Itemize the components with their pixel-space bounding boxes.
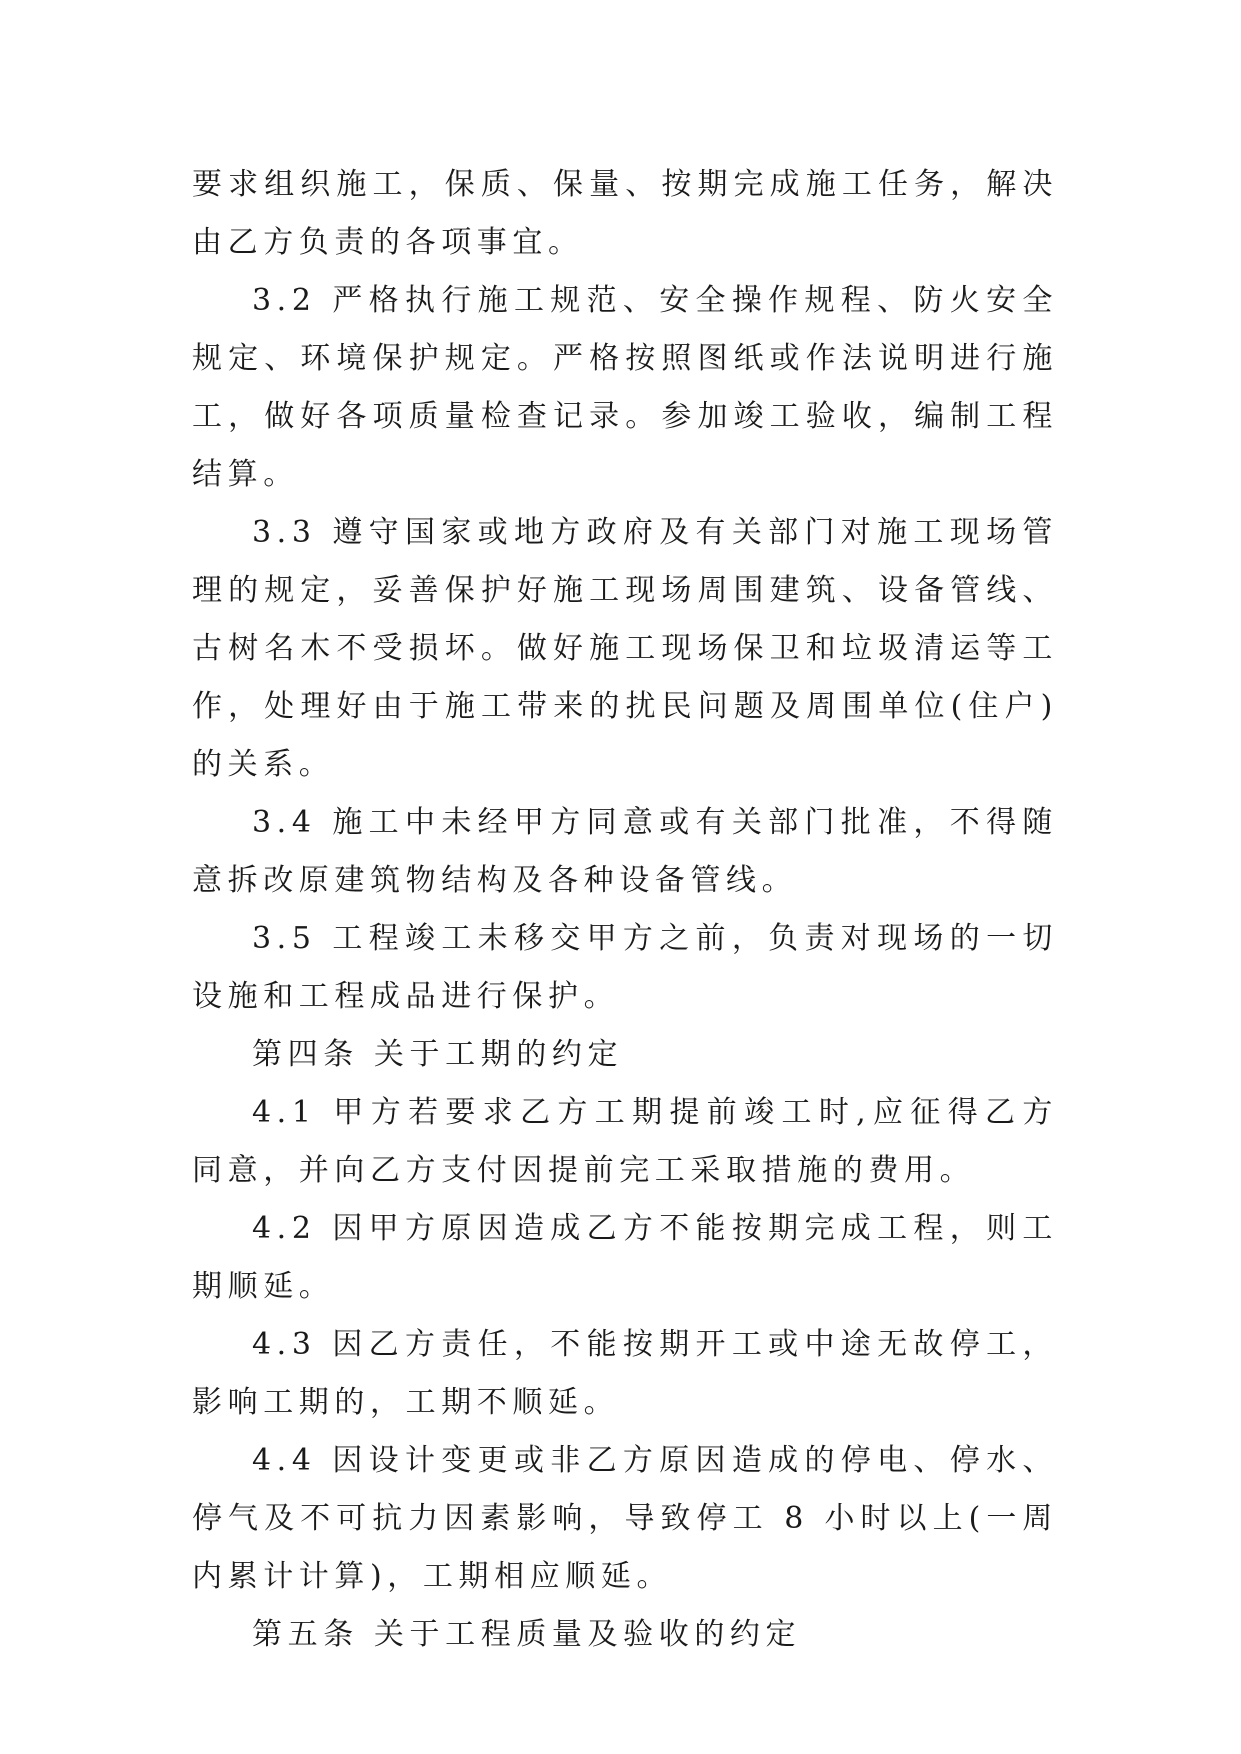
section-heading-article-4: 第四条 关于工期的约定 [252,1037,624,1072]
section-heading-article-5: 第五条 关于工程质量及验收的约定 [252,1617,802,1652]
paragraph-4-2: 4.2 因甲方原因造成乙方不能按期完成工程，则工期顺延。 [192,1211,1058,1304]
paragraph-3-3: 3.3 遵守国家或地方政府及有关部门对施工现场管理的规定，妥善保护好施工现场周围建筑、设备管线、古树名木不受损坏。做好施工现场保卫和垃圾清运等工作，处理好由于施工带来的扰民问题及周围单位(住户)的关系。 [192,515,1058,782]
paragraph-4-4: 4.4 因设计变更或非乙方原因造成的停电、停水、停气及不可抗力因素影响，导致停工 8 小时以上(一周内累计计算)，工期相应顺延。 [192,1443,1058,1594]
document-body [192,156,1058,1664]
paragraph-3-4: 3.4 施工中未经甲方同意或有关部门批准，不得随意拆改原建筑物结构及各种设备管线。 [192,805,1058,898]
paragraph-3-2: 3.2 严格执行施工规范、安全操作规程、防火安全规定、环境保护规定。严格按照图纸或作法说明进行施工，做好各项质量检查记录。参加竣工验收，编制工程结算。 [192,283,1058,492]
paragraph-continuation: 要求组织施工，保质、保量、按期完成施工任务，解决由乙方负责的各项事宜。 [192,167,1058,260]
paragraph-4-1: 4.1 甲方若要求乙方工期提前竣工时,应征得乙方同意，并向乙方支付因提前完工采取措施的费用。 [192,1095,1058,1188]
paragraph-3-5: 3.5 工程竣工未移交甲方之前，负责对现场的一切设施和工程成品进行保护。 [192,921,1058,1014]
paragraph-4-3: 4.3 因乙方责任，不能按期开工或中途无故停工，影响工期的，工期不顺延。 [192,1327,1058,1420]
